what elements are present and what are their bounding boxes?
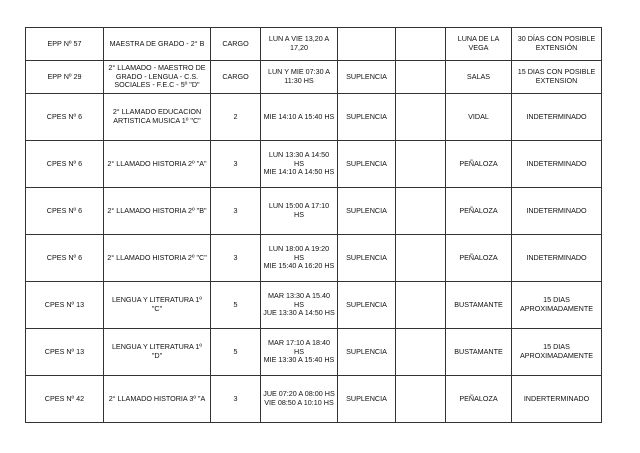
- school-cell: CPES Nº 13: [26, 329, 104, 376]
- teacher-cell: LUNA DE LA VEGA: [446, 28, 512, 61]
- hours-cell: 3: [211, 141, 261, 188]
- duration-cell: INDETERMINADO: [512, 141, 602, 188]
- type-cell: SUPLENCIA: [338, 94, 396, 141]
- table-row: [26, 141, 602, 188]
- duration-cell: 15 DIAS APROXIMADAMENTE: [512, 329, 602, 376]
- hours-cell: 5: [211, 329, 261, 376]
- schedule-cell: MAR 13:30 A 15.40 HS JUE 13:30 A 14:50 HS: [261, 282, 338, 329]
- duration-cell: 15 DIAS APROXIMADAMENTE: [512, 282, 602, 329]
- hours-cell: 5: [211, 282, 261, 329]
- schedule-cell: MIE 14:10 A 15:40 HS: [261, 94, 338, 141]
- position-cell: 2° LLAMADO HISTORIA 3º "A: [104, 376, 211, 423]
- teacher-cell: BUSTAMANTE: [446, 282, 512, 329]
- duration-cell: INDETERMINADO: [512, 188, 602, 235]
- empty-cell: [396, 141, 446, 188]
- type-cell: SUPLENCIA: [338, 376, 396, 423]
- hours-cell: 3: [211, 235, 261, 282]
- school-cell: EPP Nº 57: [26, 28, 104, 61]
- empty-cell: [396, 376, 446, 423]
- type-cell: SUPLENCIA: [338, 61, 396, 94]
- school-cell: CPES Nº 13: [26, 282, 104, 329]
- school-cell: CPES Nº 6: [26, 94, 104, 141]
- position-cell: LENGUA Y LITERATURA 1º "C": [104, 282, 211, 329]
- table-row: [26, 329, 602, 376]
- empty-cell: [396, 329, 446, 376]
- schedule-cell: MAR 17:10 A 18:40 HS MIE 13:30 A 15:40 HS: [261, 329, 338, 376]
- duration-cell: 15 DIAS CON POSIBLE EXTENSION: [512, 61, 602, 94]
- hours-cell: CARGO: [211, 61, 261, 94]
- teacher-cell: PEÑALOZA: [446, 141, 512, 188]
- position-cell: 2° LLAMADO HISTORIA 2º "B": [104, 188, 211, 235]
- table-row: [26, 235, 602, 282]
- teacher-cell: PEÑALOZA: [446, 235, 512, 282]
- school-cell: EPP Nº 29: [26, 61, 104, 94]
- teacher-cell: SALAS: [446, 61, 512, 94]
- type-cell: SUPLENCIA: [338, 188, 396, 235]
- teacher-cell: PEÑALOZA: [446, 188, 512, 235]
- empty-cell: [396, 28, 446, 61]
- teacher-cell: PEÑALOZA: [446, 376, 512, 423]
- table-row: [26, 94, 602, 141]
- table-body: [26, 28, 602, 423]
- type-cell: [338, 28, 396, 61]
- type-cell: SUPLENCIA: [338, 282, 396, 329]
- teacher-cell: VIDAL: [446, 94, 512, 141]
- table-row: [26, 282, 602, 329]
- position-cell: LENGUA Y LITERATURA 1º "D": [104, 329, 211, 376]
- position-cell: 2° LLAMADO EDUCACION ARTISTICA MUSICA 1º "C": [104, 94, 211, 141]
- type-cell: SUPLENCIA: [338, 141, 396, 188]
- empty-cell: [396, 94, 446, 141]
- schedule-cell: LUN 18:00 A 19:20 HS MIE 15:40 A 16:20 HS: [261, 235, 338, 282]
- hours-cell: 3: [211, 376, 261, 423]
- table-row: [26, 376, 602, 423]
- empty-cell: [396, 235, 446, 282]
- table-row: [26, 61, 602, 94]
- type-cell: SUPLENCIA: [338, 235, 396, 282]
- teacher-cell: BUSTAMANTE: [446, 329, 512, 376]
- hours-cell: 2: [211, 94, 261, 141]
- duration-cell: INDERTERMINADO: [512, 376, 602, 423]
- school-cell: CPES Nº 6: [26, 141, 104, 188]
- school-cell: CPES Nº 42: [26, 376, 104, 423]
- school-cell: CPES Nº 6: [26, 188, 104, 235]
- schedule-cell: JUE 07:20 A 08:00 HS VIE 08:50 A 10:10 HS: [261, 376, 338, 423]
- schedule-cell: LUN A VIE 13,20 A 17,20: [261, 28, 338, 61]
- empty-cell: [396, 188, 446, 235]
- table-row: [26, 28, 602, 61]
- hours-cell: 3: [211, 188, 261, 235]
- position-cell: 2° LLAMADO - MAESTRO DE GRADO - LENGUA - C.S. SOCIALES - F.E.C - 5º "D": [104, 61, 211, 94]
- position-cell: 2° LLAMADO HISTORIA 2º "C": [104, 235, 211, 282]
- position-cell: 2° LLAMADO HISTORIA 2º "A": [104, 141, 211, 188]
- empty-cell: [396, 282, 446, 329]
- duration-cell: 30 DÍAS CON POSIBLE EXTENSIÓN: [512, 28, 602, 61]
- hours-cell: CARGO: [211, 28, 261, 61]
- type-cell: SUPLENCIA: [338, 329, 396, 376]
- schedule-cell: LUN 13:30 A 14:50 HS MIE 14:10 A 14:50 HS: [261, 141, 338, 188]
- position-cell: MAESTRA DE GRADO - 2° B: [104, 28, 211, 61]
- school-cell: CPES Nº 6: [26, 235, 104, 282]
- duration-cell: INDETERMINADO: [512, 235, 602, 282]
- duration-cell: INDETERMINADO: [512, 94, 602, 141]
- empty-cell: [396, 61, 446, 94]
- schedule-cell: LUN Y MIE 07:30 A 11:30 HS: [261, 61, 338, 94]
- schedule-cell: LUN 15:00 A 17:10 HS: [261, 188, 338, 235]
- table-row: [26, 188, 602, 235]
- vacancy-table: [25, 27, 602, 423]
